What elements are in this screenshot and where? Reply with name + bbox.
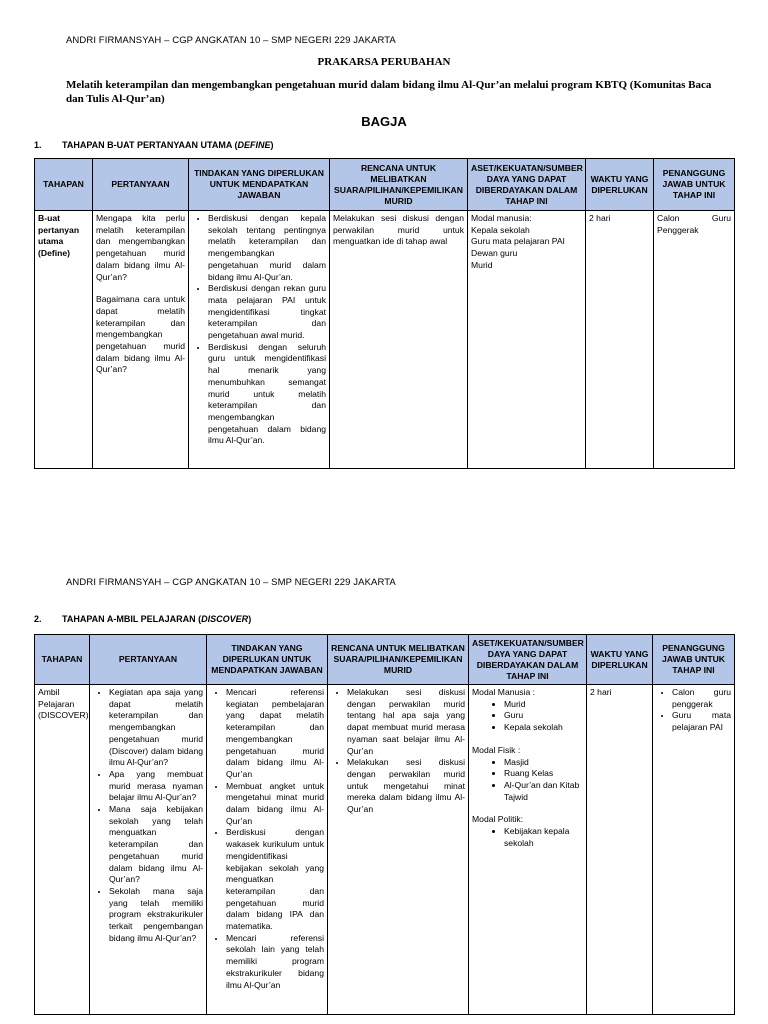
aset-item: • Guru (504, 710, 583, 722)
penanggung-item: • Calon guru penggerak (672, 687, 731, 710)
col-pertanyaan: PERTANYAAN (93, 159, 189, 211)
col-tindakan: TINDAKAN YANG DIPERLUKAN UNTUK MENDAPATKAN JAWABAN (207, 635, 328, 685)
col-waktu: WAKTU YANG DIPERLUKAN (586, 159, 654, 211)
rencana-item: • Melakukan sesi diskusi dengan perwakilan murid untuk mengetahui minat mereka dalam bidang ilmu Al-Qur’an (347, 757, 465, 816)
page-header: ANDRI FIRMANSYAH – CGP ANGKATAN 10 – SMP NEGERI 229 JAKARTA (66, 577, 396, 588)
tindakan-item: • Membuat angket untuk mengetahui minat murid dalam bidang ilmu Al-Qur’an (226, 781, 324, 828)
tindakan-item: • Berdiskusi dengan wakasek kurikulum untuk mengidentifikasi kebijakan sekolah yang menguatkan keterampilan dan pengetahuan murid dalam bidang IPA dan matematika. (226, 827, 324, 932)
aset-item: • Murid (504, 699, 583, 711)
col-rencana: RENCANA UNTUK MELIBATKAN SUARA/PILIHAN/KEPEMILIKAN MURID (330, 159, 468, 211)
pertanyaan-item: Mengapa kita perlu melatih keterampilan dan mengembangkan pengetahuan murid dalam bidang ilmu Al-Qur’an? (96, 213, 185, 282)
aset-fisik-label: Modal Fisik : (472, 744, 521, 755)
col-aset: ASET/KEKUATAN/SUMBER DAYA YANG DAPAT DIBERDAYAKAN DALAM TAHAP INI (468, 159, 586, 211)
aset-item: • Kepala sekolah (504, 722, 583, 734)
aset-item: • Masjid (504, 757, 583, 769)
col-waktu: WAKTU YANG DIPERLUKAN (587, 635, 653, 685)
tindakan-item: • Berdiskusi dengan seluruh guru untuk mengidentifikasi hal menarik yang menumbuhkan semangat murid untuk melatih keterampilan dan mengembangkan pengetahuan dalam bidang ilmu Al-Qur’an. (208, 342, 326, 447)
table-define (34, 158, 735, 469)
col-tindakan: TINDAKAN YANG DIPERLUKAN UNTUK MENDAPATKAN JAWABAN (189, 159, 330, 211)
step2-label: TAHAPAN A-MBIL PELAJARAN ( (62, 614, 202, 624)
cell-rencana: Melakukan sesi diskusi dengan perwakilan murid untuk menguatkan ide di tahap awal (330, 211, 468, 469)
col-rencana: RENCANA UNTUK MELIBATKAN SUARA/PILIHAN/KEPEMILIKAN MURID (328, 635, 469, 685)
pertanyaan-item: Bagaimana cara untuk dapat melatih keterampilan dan mengembangkan pengetahuan murid dalam bidang ilmu Al-Qur’an? (96, 294, 185, 375)
cell-waktu: 2 hari (587, 685, 653, 1015)
table-row (35, 685, 735, 1015)
col-aset: ASET/KEKUATAN/SUMBER DAYA YANG DAPAT DIBERDAYAKAN DALAM TAHAP INI (469, 635, 587, 685)
cell-tahapan: B-uat pertanyan utama (Define) (35, 211, 93, 469)
aset-item: Modal manusia: (471, 213, 532, 223)
pertanyaan-item: • Mana saja kebijakan sekolah yang telah menguatkan keterampilan dan pengetahuan murid dalam bidang ilmu Al-Qur’an? (109, 804, 203, 886)
cell-tahapan: Ambil Pelajaran (DISCOVER) (35, 685, 90, 1015)
section-title: BAGJA (361, 114, 407, 129)
cell-penanggung (653, 685, 735, 1015)
cell-waktu: 2 hari (586, 211, 654, 469)
step1-label-italic: DEFINE (237, 140, 271, 150)
step2-heading (34, 614, 251, 624)
cell-tindakan (207, 685, 328, 1015)
aset-item: • Ruang Kelas (504, 768, 583, 780)
col-penanggung: PENANGGUNG JAWAB UNTUK TAHAP INI (654, 159, 735, 211)
aset-item: Murid (471, 259, 493, 270)
document-title: PRAKARSA PERUBAHAN (317, 56, 451, 68)
tindakan-item: • Berdiskusi dengan kepala sekolah tentang pentingnya melatih keterampilan dan mengembangkan pengetahuan murid dalam bidang ilmu Al-Qur’an. (208, 213, 326, 283)
aset-item: Guru mata pelajaran PAI (471, 236, 565, 247)
step1-number: 1. (34, 140, 42, 150)
penanggung-item: • Guru mata pelajaran PAI (672, 710, 731, 733)
cell-penanggung: Calon Guru Penggerak (654, 211, 735, 469)
step2-label-end: ) (248, 614, 252, 624)
aset-manusia-label: Modal Manusia : (472, 687, 536, 697)
aset-item: Dewan guru (471, 248, 518, 259)
table-header-row (35, 635, 735, 685)
col-penanggung: PENANGGUNG JAWAB UNTUK TAHAP INI (653, 635, 735, 685)
cell-rencana (328, 685, 469, 1015)
aset-item: Kepala sekolah (471, 224, 530, 235)
pertanyaan-item: • Sekolah mana saja yang telah memiliki program ekstrakurikuler terkait pengembangan bidang ilmu Al-Qur’an? (109, 886, 203, 945)
col-tahapan: TAHAPAN (35, 635, 90, 685)
pertanyaan-item: • Kegiatan apa saja yang dapat melatih keterampilan dan mengembangkan pengetahuan murid (Discover) dalam bidang ilmu Al-Qur’an? (109, 687, 203, 769)
table-header-row (35, 159, 735, 211)
col-tahapan: TAHAPAN (35, 159, 93, 211)
step1-label-end: ) (270, 140, 274, 150)
cell-pertanyaan (93, 211, 189, 469)
cell-pertanyaan (90, 685, 207, 1015)
pertanyaan-item: • Apa yang membuat murid merasa nyaman belajar ilmu Al-Qur’an? (109, 769, 203, 804)
page-header: ANDRI FIRMANSYAH – CGP ANGKATAN 10 – SMP NEGERI 229 JAKARTA (66, 35, 396, 46)
tindakan-item: • Mencari referensi sekolah lain yang telah memiliki program ekstrakurikuler bidang ilmu Al-Qur’an (226, 933, 324, 992)
rencana-item: • Melakukan sesi diskusi dengan perwakilan murid tentang hal apa saja yang dapat membuat murid merasa nyaman saat belajar ilmu Al-Qur’an (347, 687, 465, 757)
table-row (35, 211, 735, 469)
document-subtitle: Melatih keterampilan dan mengembangkan pengetahuan murid dalam bidang ilmu Al-Qur’an melalui program KBTQ (Komunitas Baca dan Tulis Al-Qur’an) (66, 79, 712, 105)
step2-number: 2. (34, 614, 42, 624)
step2-label-italic: DISCOVER (201, 614, 249, 624)
cell-aset (469, 685, 587, 1015)
tindakan-item: • Berdiskusi dengan rekan guru mata pelajaran PAI untuk mengidentifikasi tingkat keterampilan dan pengetahuan awal murid. (208, 283, 326, 342)
step1-heading (34, 140, 274, 150)
cell-tindakan (189, 211, 330, 469)
col-pertanyaan: PERTANYAAN (90, 635, 207, 685)
aset-item: • Kebijakan kepala sekolah (504, 826, 583, 849)
step1-label: TAHAPAN B-UAT PERTANYAAN UTAMA ( (62, 140, 238, 150)
table-discover (34, 634, 735, 1015)
aset-item: • Al-Qur’an dan Kitab Tajwid (504, 780, 583, 803)
cell-aset (468, 211, 586, 469)
tindakan-item: • Mencari referensi kegiatan pembelajaran yang dapat melatih keterampilan dan mengembangkan pengetahuan murid dalam bidang ilmu Al-Qur’an (226, 687, 324, 781)
aset-politik-label: Modal Politik: (472, 814, 524, 825)
